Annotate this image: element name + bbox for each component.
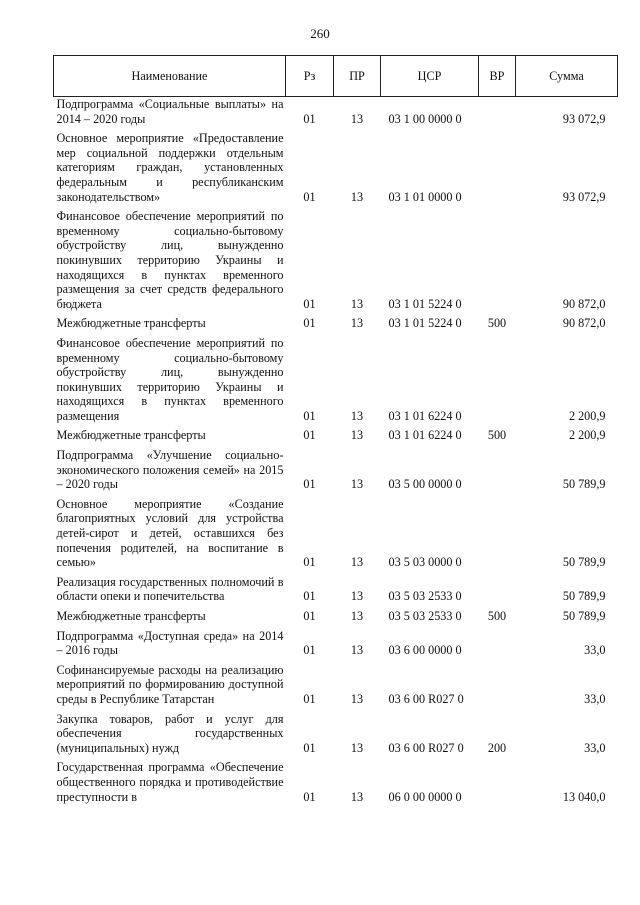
cell-sum: 13 040,0	[562, 789, 606, 804]
cell-name: Межбюджетные трансферты	[56, 428, 206, 443]
cell-csr: 03 6 00 R027 0	[388, 740, 464, 755]
table-header	[54, 56, 618, 97]
table-row	[54, 660, 618, 709]
cell-rz: 01	[303, 789, 316, 804]
cell-pr: 13	[350, 691, 364, 706]
cell-name: Подпрограмма «Улучшение социально-экономического положения семей» на 2015 – 2020 годы	[56, 448, 284, 492]
cell-pr: 13	[350, 111, 364, 126]
cell-name: Государственная программа «Обеспечение общественного порядка и противодействие преступности в	[56, 760, 284, 804]
cell-pr: 13	[350, 740, 364, 755]
table-row	[54, 572, 618, 606]
cell-pr: 13	[350, 555, 364, 570]
cell-name: Финансовое обеспечение мероприятий по временному социально-бытовому обустройству лиц, вынужденно покинувших территорию Украины и находящихся в пунктах временного размещения	[56, 335, 284, 423]
table-row	[54, 97, 618, 129]
cell-sum: 2 200,9	[568, 408, 606, 423]
cell-rz: 01	[303, 189, 316, 204]
cell-pr: 13	[350, 789, 364, 804]
cell-rz: 01	[303, 589, 316, 604]
cell-vr: 200	[487, 740, 507, 755]
table-row	[54, 494, 618, 572]
cell-csr: 03 5 03 0000 0	[388, 555, 462, 570]
cell-name: Софинансируемые расходы на реализацию мероприятий по формированию доступной среды в Республике Татарстан	[56, 662, 284, 706]
cell-vr	[479, 333, 516, 426]
cell-sum: 50 789,9	[562, 589, 606, 604]
cell-name: Основное мероприятие «Предоставление мер социальной поддержки отдельным категориям граждан, установленных федеральным и республиканским законодательством»	[56, 131, 284, 204]
cell-csr: 03 1 01 0000 0	[388, 189, 462, 204]
cell-csr: 03 1 01 6224 0	[388, 408, 462, 423]
page-number: 260	[310, 26, 330, 41]
table-body	[54, 97, 618, 807]
cell-vr	[479, 97, 516, 129]
cell-name: Реализация государственных полномочий в области опеки и попечительства	[56, 574, 284, 604]
table-row	[54, 425, 618, 445]
cell-csr: 03 5 00 0000 0	[388, 477, 462, 492]
cell-rz: 01	[303, 296, 316, 311]
cell-rz: 01	[303, 740, 316, 755]
header-name: Наименование	[54, 56, 286, 97]
cell-sum: 33,0	[584, 643, 606, 658]
cell-name: Основное мероприятие «Создание благоприятных условий для устройства детей-сирот и детей, оставшихся без попечения родителей, на воспитание в семью»	[56, 496, 284, 570]
cell-vr: 500	[487, 609, 507, 623]
cell-pr: 13	[350, 609, 364, 623]
cell-vr: 500	[487, 316, 507, 331]
cell-rz: 01	[303, 428, 316, 443]
cell-pr: 13	[350, 316, 364, 331]
cell-sum: 2 200,9	[568, 428, 606, 443]
cell-pr: 13	[350, 589, 364, 604]
cell-rz: 01	[303, 691, 316, 706]
header-csr: ЦСР	[381, 56, 479, 97]
cell-csr: 03 6 00 0000 0	[388, 643, 462, 658]
table-row	[54, 206, 618, 313]
table-row	[54, 128, 618, 206]
cell-rz: 01	[303, 555, 316, 570]
cell-vr	[479, 757, 516, 806]
cell-vr	[479, 572, 516, 606]
cell-sum: 33,0	[584, 691, 606, 706]
budget-table	[53, 55, 618, 806]
cell-pr: 13	[350, 428, 364, 443]
table-row	[54, 313, 618, 333]
cell-rz: 01	[303, 643, 316, 658]
cell-vr	[479, 445, 516, 494]
cell-name: Закупка товаров, работ и услуг для обеспечения государственных (муниципальных) нужд	[56, 711, 284, 755]
table-row	[54, 626, 618, 660]
cell-vr	[479, 128, 516, 206]
cell-sum: 90 872,0	[562, 316, 606, 331]
cell-sum: 50 789,9	[562, 555, 606, 570]
cell-csr: 03 5 03 2533 0	[388, 609, 462, 623]
cell-csr: 03 1 00 0000 0	[388, 111, 462, 126]
header-rz: Рз	[286, 56, 334, 97]
cell-rz: 01	[303, 609, 316, 623]
cell-name: Подпрограмма «Социальные выплаты» на 2014 – 2020 годы	[56, 97, 284, 126]
cell-sum: 50 789,9	[562, 477, 606, 492]
header-pr: ПР	[334, 56, 381, 97]
cell-sum: 50 789,9	[562, 609, 606, 623]
cell-csr: 03 1 01 5224 0	[388, 316, 462, 331]
cell-pr: 13	[350, 643, 364, 658]
cell-rz: 01	[303, 316, 316, 331]
cell-sum: 33,0	[584, 740, 606, 755]
cell-name: Подпрограмма «Доступная среда» на 2014 – 2016 годы	[56, 628, 284, 658]
cell-pr: 13	[350, 189, 364, 204]
cell-pr: 13	[350, 408, 364, 423]
cell-sum: 93 072,9	[562, 189, 606, 204]
cell-csr: 06 0 00 0000 0	[388, 789, 462, 804]
cell-pr: 13	[350, 477, 364, 492]
cell-sum: 93 072,9	[562, 111, 606, 126]
cell-name: Межбюджетные трансферты	[56, 609, 206, 623]
cell-rz: 01	[303, 477, 316, 492]
cell-csr: 03 1 01 5224 0	[388, 296, 462, 311]
cell-name: Финансовое обеспечение мероприятий по временному социально-бытовому обустройству лиц, вынужденно покинувших территорию Украины и находящихся в пунктах временного размещения за счет средств федерального бюджета	[56, 209, 284, 311]
cell-vr	[479, 206, 516, 313]
cell-csr: 03 6 00 R027 0	[388, 691, 464, 706]
cell-pr: 13	[350, 296, 364, 311]
cell-vr	[479, 494, 516, 572]
table-row	[54, 333, 618, 426]
cell-sum: 90 872,0	[562, 296, 606, 311]
table-row	[54, 606, 618, 626]
cell-name: Межбюджетные трансферты	[56, 316, 206, 331]
header-vr: ВР	[479, 56, 516, 97]
cell-csr: 03 5 03 2533 0	[388, 589, 462, 604]
table-row	[54, 709, 618, 758]
table-row	[54, 445, 618, 494]
table-row	[54, 757, 618, 806]
header-sum: Сумма	[516, 56, 618, 97]
cell-rz: 01	[303, 408, 316, 423]
cell-rz: 01	[303, 111, 316, 126]
cell-vr: 500	[487, 428, 507, 443]
cell-vr	[479, 660, 516, 709]
cell-vr	[479, 626, 516, 660]
cell-csr: 03 1 01 6224 0	[388, 428, 462, 443]
